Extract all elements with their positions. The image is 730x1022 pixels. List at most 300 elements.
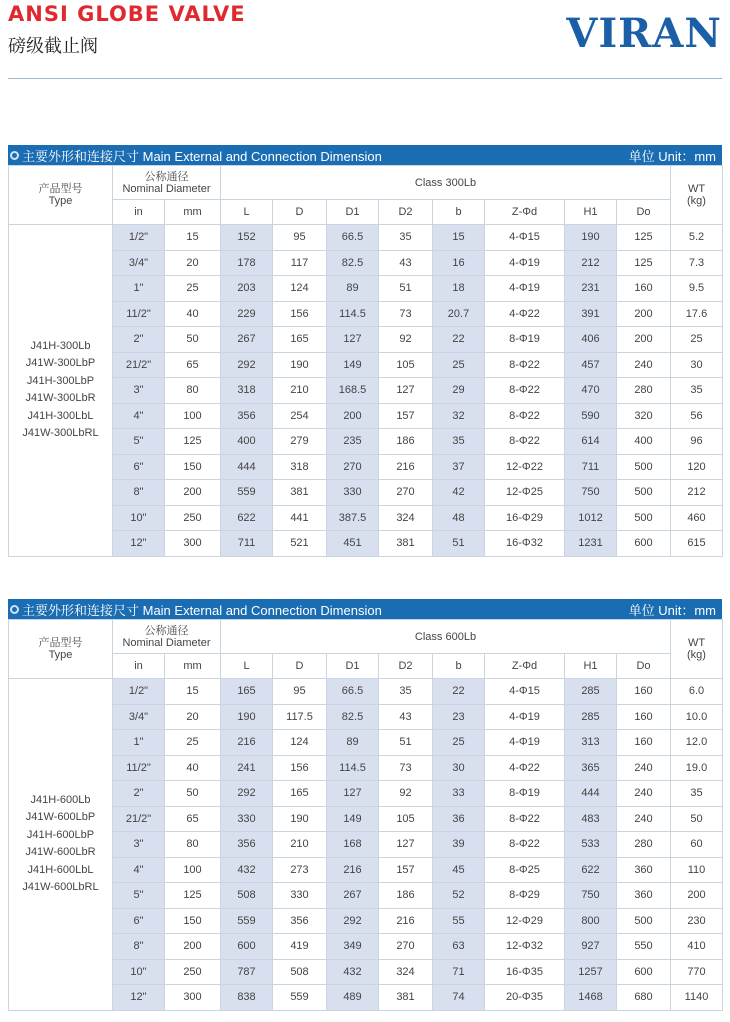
nominal-diameter-cn: 公称通径 xyxy=(144,624,189,637)
table-cell: 73 xyxy=(379,302,433,328)
table-cell: 356 xyxy=(273,909,327,935)
type-model: J41H-300LbL xyxy=(27,409,94,422)
table-cell: 387.5 xyxy=(327,506,379,532)
table-cell: 40 xyxy=(165,756,221,782)
table-cell: 419 xyxy=(273,934,327,960)
table-cell: 356 xyxy=(221,404,273,430)
table-cell: 285 xyxy=(565,679,617,705)
table-cell: 500 xyxy=(617,909,671,935)
table-cell: 4" xyxy=(113,858,165,884)
table-cell: 318 xyxy=(221,378,273,404)
table-cell: 35 xyxy=(379,225,433,251)
table-cell: 16-Φ32 xyxy=(485,531,565,557)
table-cell: 229 xyxy=(221,302,273,328)
table-cell: 66.5 xyxy=(327,225,379,251)
table-cell: 200 xyxy=(165,480,221,506)
table-cell: 240 xyxy=(617,756,671,782)
column-header: b xyxy=(433,200,485,225)
type-list xyxy=(9,679,113,1011)
table-cell: 92 xyxy=(379,327,433,353)
table-cell: 73 xyxy=(379,756,433,782)
table-cell: 125 xyxy=(617,251,671,277)
table-cell: 406 xyxy=(565,327,617,353)
table-cell: 1/2" xyxy=(113,225,165,251)
table-cell: 240 xyxy=(617,353,671,379)
table-cell: 82.5 xyxy=(327,705,379,731)
table-cell: 127 xyxy=(327,781,379,807)
table-cell: 300 xyxy=(165,531,221,557)
column-header: in xyxy=(113,654,165,679)
nominal-diameter-header xyxy=(113,620,221,654)
table-cell: 216 xyxy=(221,730,273,756)
table-cell: 254 xyxy=(273,404,327,430)
table-cell: 114.5 xyxy=(327,756,379,782)
table-cell: 3/4" xyxy=(113,705,165,731)
table-cell: 25 xyxy=(433,730,485,756)
table-cell: 127 xyxy=(379,378,433,404)
table-cell: 127 xyxy=(379,832,433,858)
table-cell: 457 xyxy=(565,353,617,379)
table-cell: 25 xyxy=(165,276,221,302)
table-cell: 1257 xyxy=(565,960,617,986)
table-cell: 20 xyxy=(165,251,221,277)
table-cell: 19.0 xyxy=(671,756,723,782)
column-header: Do xyxy=(617,654,671,679)
table-cell: 292 xyxy=(327,909,379,935)
table-cell: 12-Φ29 xyxy=(485,909,565,935)
table-cell: 8" xyxy=(113,934,165,960)
table-cell: 12" xyxy=(113,985,165,1011)
table-cell: 18 xyxy=(433,276,485,302)
table-cell: 96 xyxy=(671,429,723,455)
type-header-en: Type xyxy=(48,195,73,207)
table-cell: 240 xyxy=(617,781,671,807)
table-cell: 29 xyxy=(433,378,485,404)
table-cell: 212 xyxy=(671,480,723,506)
table-cell: 210 xyxy=(273,832,327,858)
table-cell: 22 xyxy=(433,327,485,353)
table-cell: 216 xyxy=(379,909,433,935)
table-cell: 157 xyxy=(379,404,433,430)
column-header: Z-Φd xyxy=(485,654,565,679)
type-model: J41W-300LbRL xyxy=(22,427,99,440)
table-cell: 127 xyxy=(327,327,379,353)
table-cell: 400 xyxy=(617,429,671,455)
table-title-bar xyxy=(8,599,722,619)
table-cell: 200 xyxy=(617,327,671,353)
table-cell: 460 xyxy=(671,506,723,532)
table-cell: 8-Φ22 xyxy=(485,378,565,404)
table-cell: 12.0 xyxy=(671,730,723,756)
table-grid xyxy=(8,619,723,1011)
column-header: D2 xyxy=(379,654,433,679)
table-cell: 168 xyxy=(327,832,379,858)
table-cell: 5.2 xyxy=(671,225,723,251)
table-cell: 711 xyxy=(221,531,273,557)
table-cell: 270 xyxy=(379,480,433,506)
table-cell: 489 xyxy=(327,985,379,1011)
table-cell: 600 xyxy=(617,960,671,986)
table-cell: 80 xyxy=(165,832,221,858)
table-cell: 92 xyxy=(379,781,433,807)
table-cell: 230 xyxy=(671,909,723,935)
table-cell: 267 xyxy=(221,327,273,353)
table-cell: 533 xyxy=(565,832,617,858)
table-cell: 156 xyxy=(273,756,327,782)
table-cell: 10" xyxy=(113,506,165,532)
table-cell: 324 xyxy=(379,960,433,986)
type-model: J41W-600LbRL xyxy=(22,881,99,894)
table-cell: 117.5 xyxy=(273,705,327,731)
table-cell: 12-Φ22 xyxy=(485,455,565,481)
table-cell: 100 xyxy=(165,404,221,430)
table-cell: 95 xyxy=(273,225,327,251)
table-cell: 37 xyxy=(433,455,485,481)
table-cell: 521 xyxy=(273,531,327,557)
weight-header xyxy=(671,166,723,225)
table-cell: 35 xyxy=(671,378,723,404)
table-cell: 82.5 xyxy=(327,251,379,277)
table-cell: 8-Φ19 xyxy=(485,781,565,807)
table-cell: 22 xyxy=(433,679,485,705)
table-cell: 125 xyxy=(165,883,221,909)
table-cell: 330 xyxy=(273,883,327,909)
table-cell: 4-Φ15 xyxy=(485,225,565,251)
table-cell: 15 xyxy=(165,679,221,705)
table-cell: 60 xyxy=(671,832,723,858)
header-divider xyxy=(8,78,722,79)
table-cell: 432 xyxy=(221,858,273,884)
table-cell: 365 xyxy=(565,756,617,782)
table-cell: 71 xyxy=(433,960,485,986)
table-cell: 200 xyxy=(165,934,221,960)
nominal-diameter-en: Nominal Diameter xyxy=(122,182,211,195)
table-cell: 320 xyxy=(617,404,671,430)
table-cell: 300 xyxy=(165,985,221,1011)
table-cell: 622 xyxy=(565,858,617,884)
table-cell: 7.3 xyxy=(671,251,723,277)
table-cell: 381 xyxy=(273,480,327,506)
column-header: D2 xyxy=(379,200,433,225)
weight-header-label: WT xyxy=(687,637,706,649)
column-header: mm xyxy=(165,654,221,679)
table-cell: 508 xyxy=(221,883,273,909)
table-cell: 65 xyxy=(165,353,221,379)
table-cell: 9.5 xyxy=(671,276,723,302)
table-cell: 168.5 xyxy=(327,378,379,404)
table-cell: 8-Φ22 xyxy=(485,353,565,379)
table-cell: 16 xyxy=(433,251,485,277)
type-header-en: Type xyxy=(48,649,73,661)
table-cell: 235 xyxy=(327,429,379,455)
table-cell: 4-Φ19 xyxy=(485,730,565,756)
table-cell: 160 xyxy=(617,679,671,705)
table-cell: 3" xyxy=(113,832,165,858)
column-header: D xyxy=(273,200,327,225)
table-cell: 750 xyxy=(565,480,617,506)
gear-icon xyxy=(10,151,19,160)
table-cell: 8-Φ19 xyxy=(485,327,565,353)
table-cell: 52 xyxy=(433,883,485,909)
table-cell: 2" xyxy=(113,327,165,353)
type-model: J41W-600LbR xyxy=(25,846,96,859)
table-cell: 356 xyxy=(221,832,273,858)
table-cell: 33 xyxy=(433,781,485,807)
column-header: mm xyxy=(165,200,221,225)
brand-logo: VIRAN xyxy=(566,10,722,57)
table-cell: 559 xyxy=(221,909,273,935)
type-list xyxy=(9,225,113,557)
table-cell: 267 xyxy=(327,883,379,909)
table-cell: 441 xyxy=(273,506,327,532)
table-cell: 30 xyxy=(671,353,723,379)
table-cell: 21/2" xyxy=(113,807,165,833)
unit-label: 单位 Unit：mm xyxy=(628,602,716,618)
weight-header xyxy=(671,620,723,679)
column-header: Z-Φd xyxy=(485,200,565,225)
table-cell: 711 xyxy=(565,455,617,481)
type-header xyxy=(9,166,113,225)
table-cell: 216 xyxy=(379,455,433,481)
table-cell: 3/4" xyxy=(113,251,165,277)
table-cell: 500 xyxy=(617,480,671,506)
table-cell: 150 xyxy=(165,909,221,935)
weight-header-unit: (kg) xyxy=(687,649,706,661)
unit-label: 单位 Unit：mm xyxy=(628,148,716,164)
table-cell: 4" xyxy=(113,404,165,430)
table-cell: 360 xyxy=(617,883,671,909)
table-cell: 2" xyxy=(113,781,165,807)
table-cell: 165 xyxy=(273,781,327,807)
table-cell: 51 xyxy=(433,531,485,557)
column-header: D1 xyxy=(327,200,379,225)
table-cell: 330 xyxy=(327,480,379,506)
table-cell: 6" xyxy=(113,455,165,481)
table-cell: 35 xyxy=(433,429,485,455)
table-cell: 1/2" xyxy=(113,679,165,705)
table-cell: 35 xyxy=(379,679,433,705)
table-cell: 15 xyxy=(433,225,485,251)
table-cell: 200 xyxy=(671,883,723,909)
table-cell: 381 xyxy=(379,531,433,557)
type-model: J41H-300LbP xyxy=(26,374,95,387)
table-cell: 787 xyxy=(221,960,273,986)
table-cell: 74 xyxy=(433,985,485,1011)
table-cell: 1" xyxy=(113,276,165,302)
table-cell: 1140 xyxy=(671,985,723,1011)
dimension-table-600lb xyxy=(8,599,722,1011)
table-title: 主要外形和连接尺寸 Main External and Connection Dimension xyxy=(22,602,382,618)
table-cell: 590 xyxy=(565,404,617,430)
table-cell: 190 xyxy=(221,705,273,731)
column-header: H1 xyxy=(565,654,617,679)
column-header: Do xyxy=(617,200,671,225)
table-cell: 152 xyxy=(221,225,273,251)
table-title-bar xyxy=(8,145,722,165)
table-cell: 156 xyxy=(273,302,327,328)
table-cell: 451 xyxy=(327,531,379,557)
table-cell: 160 xyxy=(617,730,671,756)
table-cell: 15 xyxy=(165,225,221,251)
table-cell: 43 xyxy=(379,705,433,731)
table-cell: 48 xyxy=(433,506,485,532)
table-cell: 432 xyxy=(327,960,379,986)
table-cell: 1" xyxy=(113,730,165,756)
table-cell: 17.6 xyxy=(671,302,723,328)
table-cell: 292 xyxy=(221,353,273,379)
type-model: J41H-600LbL xyxy=(27,863,94,876)
type-model: J41W-600LbP xyxy=(25,811,96,824)
type-model: J41H-300Lb xyxy=(30,339,91,352)
table-cell: 178 xyxy=(221,251,273,277)
table-cell: 80 xyxy=(165,378,221,404)
table-cell: 559 xyxy=(221,480,273,506)
table-cell: 559 xyxy=(273,985,327,1011)
table-cell: 614 xyxy=(565,429,617,455)
table-cell: 105 xyxy=(379,353,433,379)
table-cell: 470 xyxy=(565,378,617,404)
table-cell: 6" xyxy=(113,909,165,935)
table-cell: 95 xyxy=(273,679,327,705)
table-cell: 444 xyxy=(221,455,273,481)
table-cell: 89 xyxy=(327,730,379,756)
table-cell: 391 xyxy=(565,302,617,328)
table-cell: 240 xyxy=(617,807,671,833)
column-header: L xyxy=(221,200,273,225)
table-cell: 292 xyxy=(221,781,273,807)
column-header: L xyxy=(221,654,273,679)
table-cell: 4-Φ15 xyxy=(485,679,565,705)
table-cell: 190 xyxy=(273,807,327,833)
table-cell: 838 xyxy=(221,985,273,1011)
table-cell: 186 xyxy=(379,883,433,909)
table-cell: 8-Φ22 xyxy=(485,807,565,833)
table-cell: 444 xyxy=(565,781,617,807)
table-cell: 1468 xyxy=(565,985,617,1011)
table-cell: 483 xyxy=(565,807,617,833)
table-cell: 55 xyxy=(433,909,485,935)
table-cell: 8" xyxy=(113,480,165,506)
nominal-diameter-header xyxy=(113,166,221,200)
table-cell: 270 xyxy=(327,455,379,481)
table-cell: 360 xyxy=(617,858,671,884)
table-cell: 114.5 xyxy=(327,302,379,328)
table-cell: 508 xyxy=(273,960,327,986)
table-cell: 250 xyxy=(165,960,221,986)
table-cell: 550 xyxy=(617,934,671,960)
type-header-cn: 产品型号 xyxy=(38,637,83,649)
type-model: J41H-600LbP xyxy=(26,828,95,841)
table-cell: 39 xyxy=(433,832,485,858)
table-cell: 66.5 xyxy=(327,679,379,705)
table-cell: 680 xyxy=(617,985,671,1011)
table-cell: 25 xyxy=(671,327,723,353)
table-cell: 36 xyxy=(433,807,485,833)
table-cell: 216 xyxy=(327,858,379,884)
table-cell: 120 xyxy=(671,455,723,481)
table-cell: 40 xyxy=(165,302,221,328)
table-cell: 149 xyxy=(327,807,379,833)
table-cell: 32 xyxy=(433,404,485,430)
table-cell: 12-Φ32 xyxy=(485,934,565,960)
table-cell: 622 xyxy=(221,506,273,532)
type-header xyxy=(9,620,113,679)
table-cell: 160 xyxy=(617,276,671,302)
table-title: 主要外形和连接尺寸 Main External and Connection Dimension xyxy=(22,148,382,164)
table-cell: 11/2" xyxy=(113,302,165,328)
table-cell: 1012 xyxy=(565,506,617,532)
table-cell: 349 xyxy=(327,934,379,960)
table-cell: 45 xyxy=(433,858,485,884)
table-cell: 250 xyxy=(165,506,221,532)
table-cell: 324 xyxy=(379,506,433,532)
table-cell: 190 xyxy=(565,225,617,251)
table-cell: 150 xyxy=(165,455,221,481)
table-cell: 56 xyxy=(671,404,723,430)
table-cell: 10" xyxy=(113,960,165,986)
table-cell: 273 xyxy=(273,858,327,884)
table-cell: 51 xyxy=(379,276,433,302)
type-model: J41H-600Lb xyxy=(30,793,91,806)
table-cell: 51 xyxy=(379,730,433,756)
type-model: J41W-300LbR xyxy=(25,392,96,405)
table-cell: 231 xyxy=(565,276,617,302)
table-cell: 280 xyxy=(617,378,671,404)
table-cell: 20.7 xyxy=(433,302,485,328)
table-cell: 1231 xyxy=(565,531,617,557)
table-cell: 165 xyxy=(221,679,273,705)
table-cell: 200 xyxy=(327,404,379,430)
table-cell: 110 xyxy=(671,858,723,884)
table-cell: 6.0 xyxy=(671,679,723,705)
table-cell: 210 xyxy=(273,378,327,404)
gear-icon xyxy=(10,605,19,614)
table-cell: 4-Φ19 xyxy=(485,276,565,302)
table-cell: 125 xyxy=(617,225,671,251)
table-cell: 200 xyxy=(617,302,671,328)
table-cell: 4-Φ22 xyxy=(485,756,565,782)
nominal-diameter-en: Nominal Diameter xyxy=(122,636,211,649)
column-header: b xyxy=(433,654,485,679)
table-cell: 212 xyxy=(565,251,617,277)
class-header: Class 600Lb xyxy=(221,620,671,654)
table-cell: 381 xyxy=(379,985,433,1011)
table-cell: 313 xyxy=(565,730,617,756)
table-cell: 4-Φ19 xyxy=(485,251,565,277)
table-cell: 124 xyxy=(273,276,327,302)
table-cell: 117 xyxy=(273,251,327,277)
table-cell: 30 xyxy=(433,756,485,782)
table-cell: 500 xyxy=(617,455,671,481)
table-cell: 190 xyxy=(273,353,327,379)
table-cell: 5" xyxy=(113,883,165,909)
table-cell: 318 xyxy=(273,455,327,481)
table-cell: 600 xyxy=(617,531,671,557)
table-cell: 50 xyxy=(671,807,723,833)
column-header: H1 xyxy=(565,200,617,225)
table-cell: 8-Φ22 xyxy=(485,832,565,858)
table-cell: 125 xyxy=(165,429,221,455)
table-cell: 400 xyxy=(221,429,273,455)
table-cell: 203 xyxy=(221,276,273,302)
table-cell: 4-Φ22 xyxy=(485,302,565,328)
column-header: in xyxy=(113,200,165,225)
table-cell: 8-Φ22 xyxy=(485,429,565,455)
table-cell: 124 xyxy=(273,730,327,756)
table-cell: 280 xyxy=(617,832,671,858)
table-cell: 927 xyxy=(565,934,617,960)
table-cell: 63 xyxy=(433,934,485,960)
